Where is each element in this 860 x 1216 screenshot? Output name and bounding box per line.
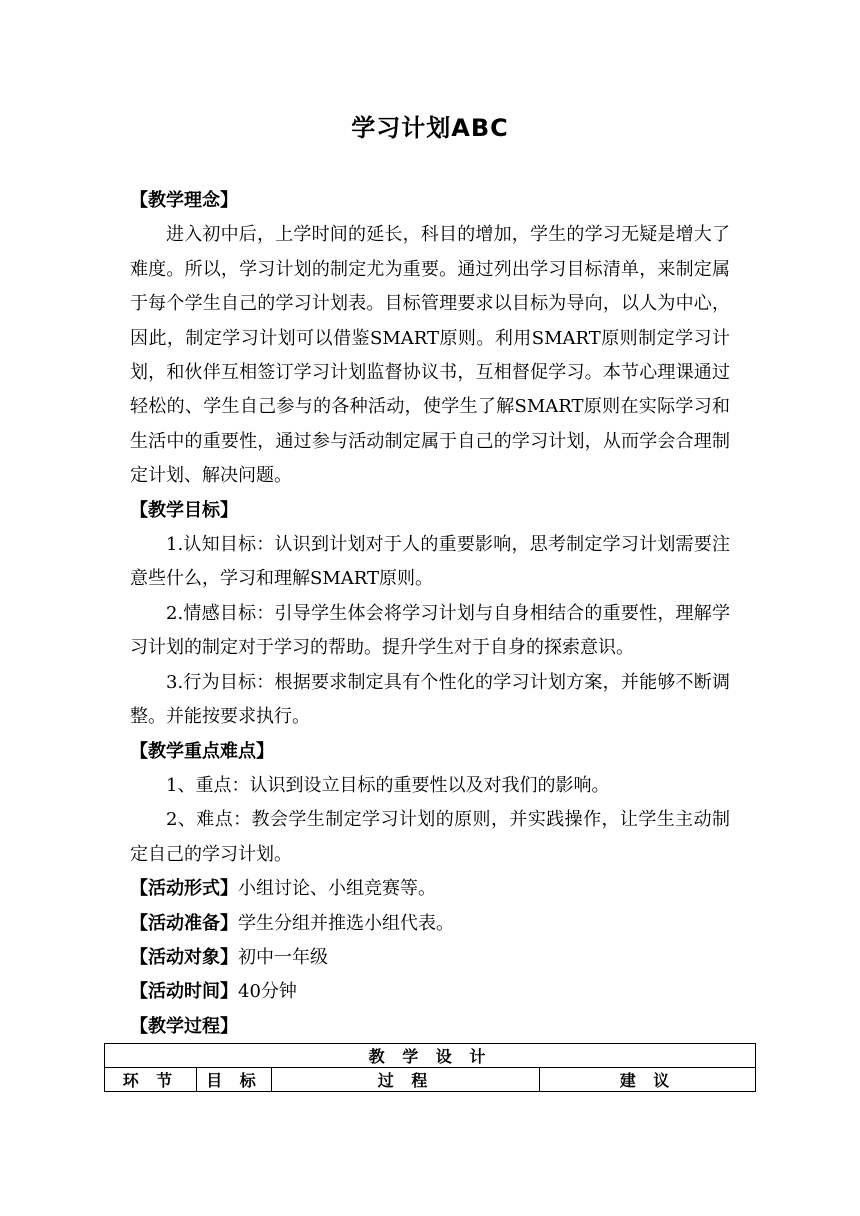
goal-behavioral: 3.行为目标：根据要求制定具有个性化的学习计划方案，并能够不断调整。并能按要求执行。 (130, 671, 730, 728)
header-suggestion: 建 议 (540, 1068, 756, 1092)
goal-cognitive: 1.认知目标：认识到计划对于人的重要影响，思考制定学习计划需要注意些什么，学习和理解SMART原则。 (130, 534, 730, 590)
difficult-point: 2、难点：教会学生制定学习计划的原则，并实践操作，让学生主动制定自己的学习计划。 (130, 809, 730, 865)
key-point: 1、重点：认识到设立目标的重要性以及对我们的影响。 (166, 774, 610, 796)
document-body (130, 184, 730, 1044)
activity-prep-value: 学生分组并推选小组代表。 (238, 912, 454, 934)
table-header-row (105, 1068, 756, 1092)
section-heading-process: 【教学过程】 (130, 1015, 238, 1037)
header-stage: 环 节 (105, 1068, 197, 1092)
header-goal: 目 标 (197, 1068, 272, 1092)
activity-form-label: 【活动形式】 (130, 878, 238, 900)
activity-time-line (130, 975, 730, 1009)
document-title: 学习计划ABC (351, 114, 509, 142)
activity-prep-label: 【活动准备】 (130, 912, 238, 934)
section-heading-goals: 【教学目标】 (130, 499, 238, 521)
activity-target-label: 【活动对象】 (130, 946, 238, 968)
philosophy-paragraph: 进入初中后，上学时间的延长，科目的增加，学生的学习无疑是增大了难度。所以，学习计划的制定尤为重要。通过列出学习目标清单，来制定属于每个学生自己的学习计划表。目标管理要求以目标为导向，以人为中心，因此，制定学习计划可以借鉴SMART原则。利用SMART原则制定学习计划，和伙伴互相签订学习计划监督协议书，互相督促学习。本节心理课通过轻松的、学生自己参与的各种活动，使学生了解SMART原则在实际学习和生活中的重要性，通过参与活动制定属于自己的学习计划，从而学会合理制定计划、解决问题。 (130, 224, 730, 487)
activity-form-value: 小组讨论、小组竞赛等。 (238, 878, 436, 900)
goal-emotional: 2.情感目标：引导学生体会将学习计划与自身相结合的重要性，理解学习计划的制定对于学习的帮助。提升学生对于自身的探索意识。 (130, 602, 730, 659)
activity-form-line (130, 872, 730, 906)
section-heading-philosophy: 【教学理念】 (130, 190, 238, 211)
table-caption: 教 学 设 计 (105, 1044, 756, 1068)
activity-time-label: 【活动时间】 (130, 981, 238, 1003)
activity-time-value: 40分钟 (238, 981, 297, 1003)
section-heading-key-points: 【教学重点难点】 (130, 740, 274, 762)
activity-target-line (130, 941, 730, 975)
activity-target-value: 初中一年级 (238, 946, 328, 968)
activity-prep-line (130, 907, 730, 941)
teaching-design-table (104, 1043, 756, 1092)
header-process: 过 程 (272, 1068, 540, 1092)
